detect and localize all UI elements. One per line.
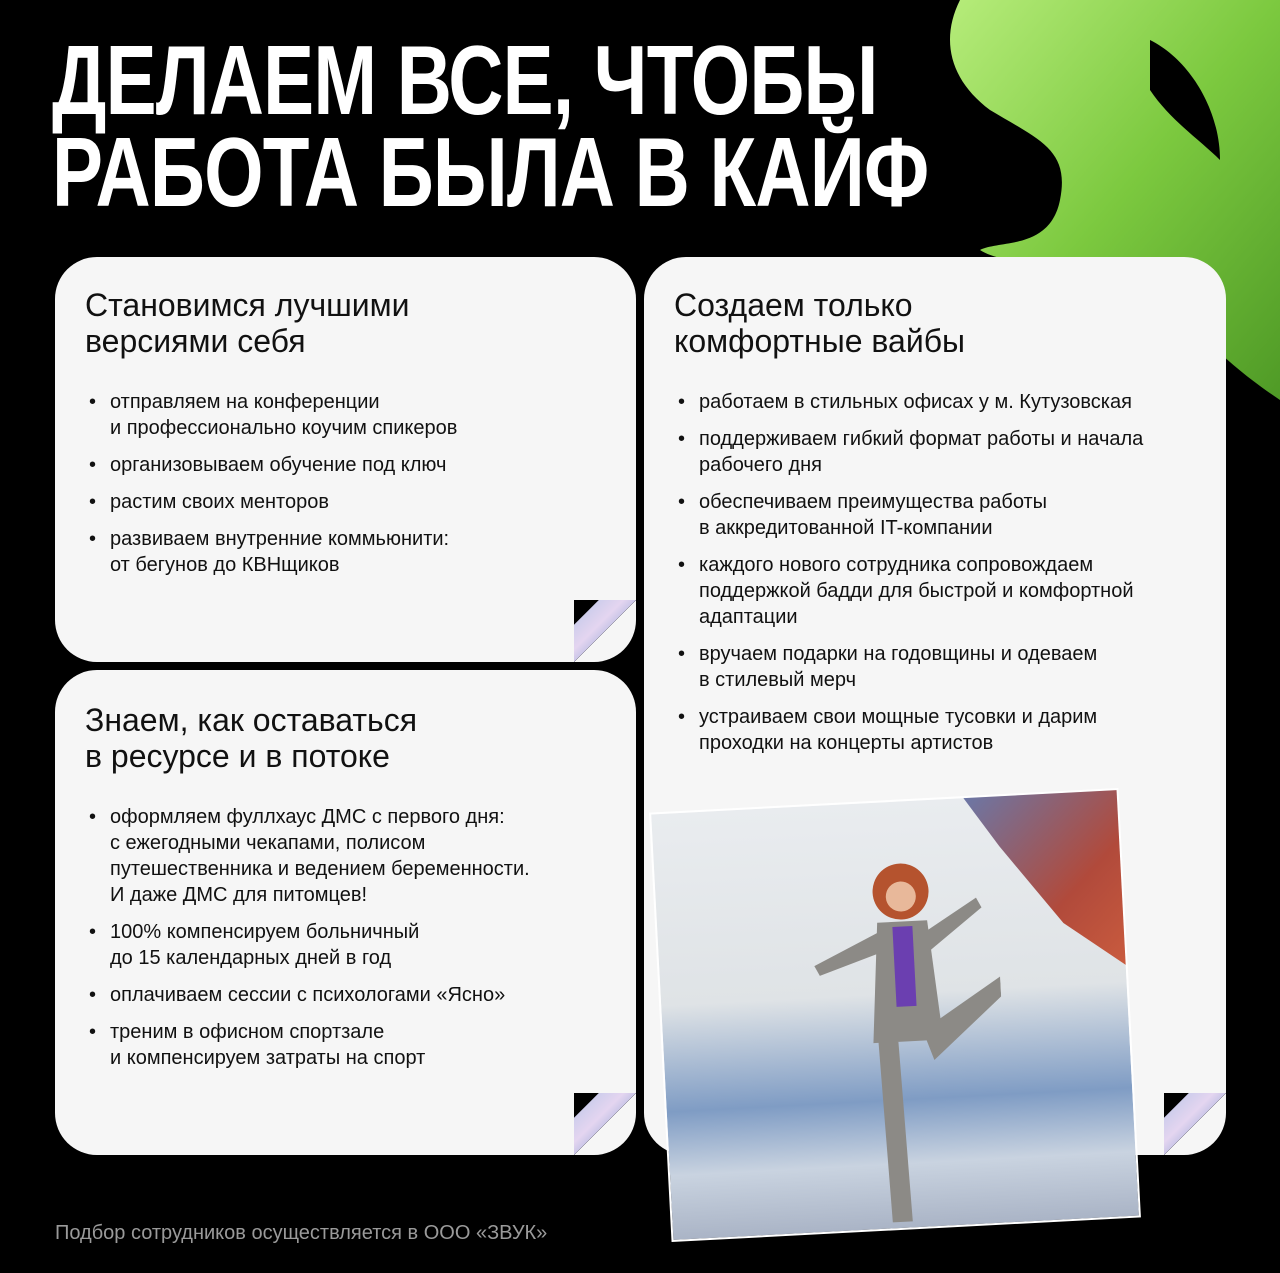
dancing-woman-figure — [803, 837, 1013, 1236]
page-curl-decoration — [1164, 1093, 1226, 1155]
list-item: • развиваем внутренние коммьюнити: от бегунов до КВНщиков — [85, 526, 606, 578]
page-title — [52, 25, 929, 227]
list-item: • отправляем на конференции и профессионально коучим спикеров — [85, 389, 606, 441]
list-item: • растим своих менторов — [85, 489, 606, 515]
card-heading: Знаем, как оставаться в ресурсе и в потоке — [85, 702, 418, 774]
card-wellbeing — [55, 670, 636, 1155]
list-item: • оплачиваем сессии с психологами «Ясно» — [85, 982, 606, 1008]
list-item: • 100% компенсируем больничный до 15 календарных дней в год — [85, 919, 606, 971]
card-heading: Создаем только комфортные вайбы — [674, 287, 966, 359]
list-item: • поддерживаем гибкий формат работы и начала рабочего дня — [674, 426, 1196, 478]
card-heading: Становимся лучшими версиями себя — [85, 287, 410, 359]
footer-legal-note: Подбор сотрудников осуществляется в ООО «ЗВУК» — [55, 1222, 548, 1244]
list-item: • каждого нового сотрудника сопровождаем поддержкой бадди для быстрой и комфортной адаптации — [674, 552, 1196, 630]
list-item: • обеспечиваем преимущества работы в аккредитованной IT-компании — [674, 489, 1196, 541]
page-curl-decoration — [574, 1093, 636, 1155]
card-self-growth — [55, 257, 636, 662]
list-item: • работаем в стильных офисах у м. Кутузовская — [674, 389, 1196, 415]
page-curl-decoration — [574, 600, 636, 662]
list-item: • вручаем подарки на годовщины и одеваем в стилевый мерч — [674, 641, 1196, 693]
office-photo — [649, 788, 1141, 1242]
list-item: • организовываем обучение под ключ — [85, 452, 606, 478]
title-line-2: РАБОТА БЫЛА В КАЙФ — [52, 117, 929, 227]
list-item: • оформляем фуллхаус ДМС с первого дня: с ежегодными чекапами, полисом путешественника и ведением беременности. И даже ДМС для питомцев! — [85, 804, 606, 908]
list-item: • треним в офисном спортзале и компенсируем затраты на спорт — [85, 1019, 606, 1071]
title-line-1: ДЕЛАЕМ ВСЕ, ЧТОБЫ — [52, 25, 878, 135]
list-item: • устраиваем свои мощные тусовки и дарим проходки на концерты артистов — [674, 704, 1196, 756]
